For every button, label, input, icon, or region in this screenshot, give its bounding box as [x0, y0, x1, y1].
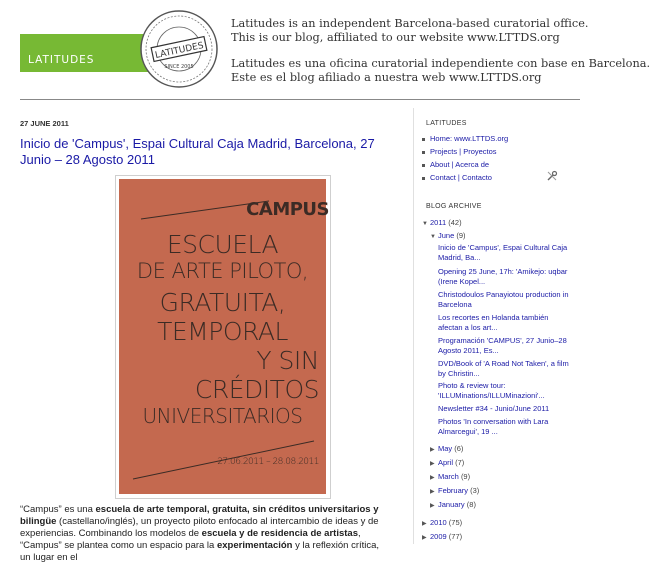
post-link-line: Los recortes en Holanda también — [438, 313, 549, 322]
archive-post-link[interactable] — [438, 290, 588, 310]
poster-line-3: GRATUITA, — [159, 288, 286, 317]
archive-month-february[interactable] — [430, 486, 479, 497]
archive-post-link[interactable] — [438, 313, 588, 333]
archive-post-link[interactable] — [438, 381, 588, 401]
triangle-right-icon[interactable]: ▶ — [430, 447, 435, 453]
archive-year-2009[interactable] — [422, 532, 462, 543]
month-count: (8) — [466, 500, 476, 509]
header-line-4: Este es el blog afiliado a nuestra web www.LTTDS.org — [231, 71, 542, 84]
body-text-4: y la reflexión crítica, un lugar en el — [20, 540, 380, 563]
post-link-line: Opening 25 June, 17h: 'Amikejo: uqbar — [438, 267, 568, 276]
triangle-right-icon[interactable]: ▶ — [422, 535, 427, 541]
body-text-2: (castellano/inglés), un proyecto piloto enfocado al intercambio de ideas y de experiencias. Combinando los modelos de — [20, 516, 379, 539]
poster-image — [119, 179, 329, 494]
triangle-right-icon[interactable]: ▶ — [422, 521, 427, 527]
post-link-line: by Christin... — [438, 369, 480, 378]
poster-line-2: DE ARTE PILOTO, — [136, 259, 309, 283]
month-count: (9) — [460, 472, 471, 481]
body-bold-1: escuela de arte temporal, gratuita, sin créditos universitarios y bilingüe — [20, 504, 379, 527]
sidebar-links-heading: LATITUDES — [426, 120, 467, 127]
post-link-line: Agosto 2011, Es... — [438, 346, 499, 355]
post-link-line: Newsletter #34 - Junio/June 2011 — [438, 404, 550, 413]
year-label: 2010 — [430, 518, 447, 527]
quick-edit-tools-icon[interactable] — [546, 170, 558, 182]
sidebar-divider — [413, 108, 414, 544]
campus-poster[interactable] — [115, 175, 331, 499]
body-bold-3: experimentación — [216, 540, 293, 551]
archive-month-march[interactable] — [430, 472, 470, 483]
poster-campus: CAMPUS — [246, 199, 329, 220]
body-text-1: “Campus” es una — [20, 504, 96, 515]
header-line-2: This is our blog, affiliated to our website www.LTTDS.org — [231, 31, 560, 44]
triangle-down-icon[interactable]: ▼ — [422, 221, 428, 227]
post-link-line: Photos 'In conversation with Lara — [438, 417, 549, 426]
archive-post-link[interactable] — [438, 336, 588, 356]
sidebar-link-home[interactable] — [422, 134, 508, 144]
month-label: May — [438, 444, 453, 453]
month-label: January — [438, 500, 465, 509]
archive-post-link[interactable] — [438, 417, 588, 437]
sidebar-link-contact[interactable] — [422, 173, 492, 183]
logo-text: LATITUDES — [28, 54, 95, 66]
sidebar-link-about[interactable] — [422, 160, 489, 170]
year-label: 2011 — [430, 218, 447, 227]
post-link-line: Madrid, Ba... — [438, 253, 481, 262]
year-count: (75) — [448, 518, 463, 527]
bullet-icon — [422, 164, 425, 167]
archive-month-april[interactable] — [430, 458, 464, 469]
sidebar-link-label: Home: www.LTTDS.org — [430, 134, 509, 143]
body-text-3: , “Campus” se plantea como un espacio para la — [20, 528, 361, 551]
seal-top-text: LATITUDES — [154, 40, 205, 61]
year-label: 2009 — [430, 532, 447, 541]
post-link-line: DVD/Book of 'A Road Not Taken', a film — [438, 359, 569, 368]
poster-line-5: Y SIN — [256, 346, 319, 375]
archive-month-may[interactable] — [430, 444, 463, 455]
year-count: (77) — [448, 532, 463, 541]
poster-line-4: TEMPORAL — [157, 317, 288, 346]
post-link-line: (Irene Kopel... — [438, 277, 486, 286]
archive-month-january[interactable] — [430, 500, 476, 511]
archive-year-2010[interactable] — [422, 518, 462, 529]
sidebar-link-label: About | Acerca de — [430, 160, 490, 169]
triangle-right-icon[interactable]: ▶ — [430, 503, 435, 509]
archive-post-link[interactable] — [438, 404, 588, 414]
triangle-right-icon[interactable]: ▶ — [430, 475, 435, 481]
sidebar-link-label: Contact | Contacto — [430, 173, 492, 182]
archive-post-link[interactable] — [438, 267, 588, 287]
year-count: (42) — [448, 218, 462, 227]
month-label: April — [438, 458, 454, 467]
body-bold-2: escuela y de residencia de artistas — [201, 528, 358, 539]
month-label: March — [438, 472, 459, 481]
post-link-line: afectan a los art... — [438, 323, 498, 332]
header-line-1: Latitudes is an independent Barcelona-based curatorial office. — [231, 17, 589, 30]
poster-dates: 27.06.2011 – 28.08.2011 — [217, 457, 319, 467]
poster-line-7: UNIVERSITARIOS — [142, 404, 303, 428]
post-link-line: Barcelona — [438, 300, 472, 309]
header-line-3: Latitudes es una oficina curatorial independiente con base en Barcelona. — [231, 57, 650, 70]
latitudes-seal-icon — [138, 8, 220, 90]
bullet-icon — [422, 177, 425, 180]
header-divider — [20, 99, 580, 100]
blog-archive-heading: BLOG ARCHIVE — [426, 203, 482, 210]
post-link-line: Inicio de 'Campus', Espai Cultural Caja — [438, 243, 568, 252]
sidebar-link-projects[interactable] — [422, 147, 497, 157]
post-link-line: Christodoulos Panayiotou production in — [438, 290, 569, 299]
archive-post-link[interactable] — [438, 359, 588, 379]
sidebar-link-label: Projects | Proyectos — [430, 147, 497, 156]
triangle-right-icon[interactable]: ▶ — [430, 489, 435, 495]
post-link-line: Photo & review tour: — [438, 381, 506, 390]
archive-year-2011[interactable] — [422, 218, 462, 229]
poster-line-6: CRÉDITOS — [194, 375, 319, 404]
month-count: (9) — [456, 231, 466, 240]
seal-bottom-text: SINCE 2005 — [164, 64, 194, 70]
post-body — [20, 504, 390, 564]
triangle-down-icon[interactable]: ▼ — [430, 234, 436, 240]
poster-line-1: ESCUELA — [166, 230, 279, 259]
triangle-right-icon[interactable]: ▶ — [430, 461, 435, 467]
post-link-line: Almarcegui', 19 ... — [438, 427, 498, 436]
month-count: (3) — [470, 486, 480, 495]
post-title[interactable]: Inicio de 'Campus', Espai Cultural Caja Madrid, Barcelona, 27 Junio – 28 Agosto 2011 — [20, 136, 375, 167]
month-count: (6) — [454, 444, 464, 453]
month-label: February — [438, 486, 469, 495]
archive-month-june[interactable] — [430, 231, 466, 242]
post-link-line: 'ILLUMinations/ILLUMinazioni'... — [438, 391, 545, 400]
bullet-icon — [422, 138, 425, 141]
post-link-line: Programación 'CAMPUS', 27 Junio–28 — [438, 336, 567, 345]
bullet-icon — [422, 151, 425, 154]
post-date: 27 JUNE 2011 — [20, 119, 69, 128]
month-label: June — [438, 231, 455, 240]
archive-post-link[interactable] — [438, 243, 588, 263]
month-count: (7) — [455, 458, 465, 467]
